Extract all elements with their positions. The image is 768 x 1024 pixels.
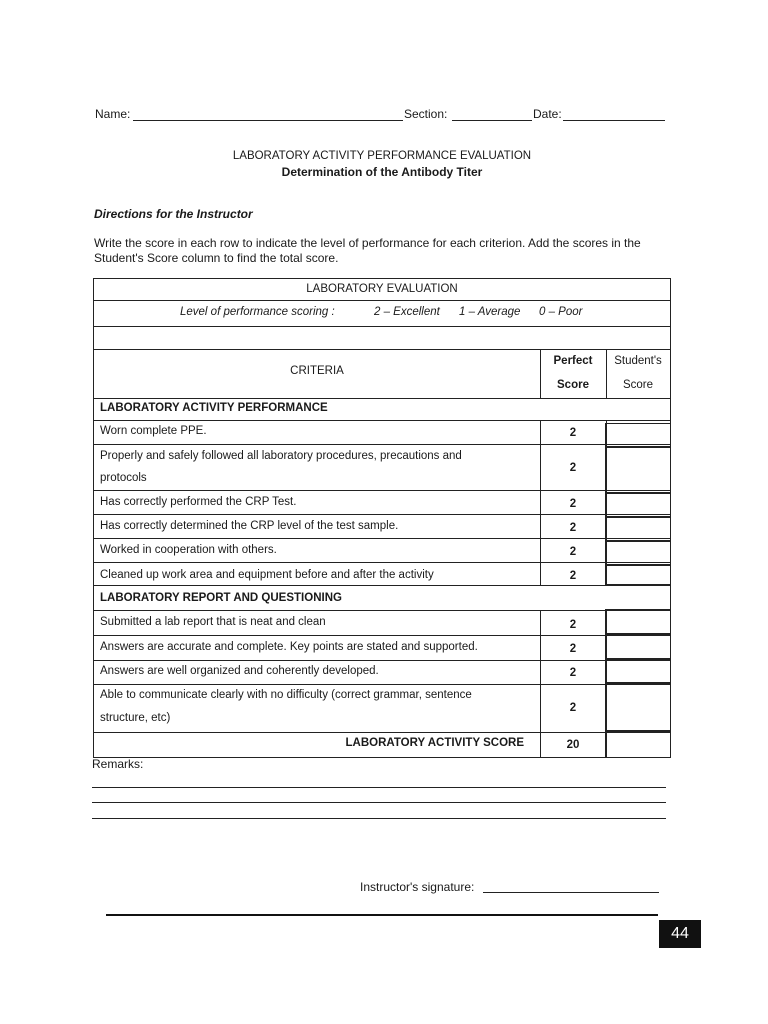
column-header-criteria: CRITERIA bbox=[290, 365, 344, 377]
remarks-line[interactable] bbox=[92, 787, 666, 788]
student-score-input[interactable] bbox=[605, 423, 671, 447]
criterion-text: Answers are well organized and coherently developed. bbox=[100, 665, 379, 677]
criterion-text: Submitted a lab report that is neat and clean bbox=[100, 616, 326, 628]
perfect-score: 2 bbox=[569, 522, 577, 534]
perfect-score: 2 bbox=[569, 498, 577, 510]
criterion-text: Has correctly performed the CRP Test. bbox=[100, 496, 297, 508]
criterion-text: Has correctly determined the CRP level of the test sample. bbox=[100, 520, 399, 532]
student-score-input[interactable] bbox=[605, 493, 671, 517]
directions-heading: Directions for the Instructor bbox=[94, 207, 253, 221]
date-field[interactable] bbox=[563, 120, 665, 121]
perfect-score: 2 bbox=[569, 570, 577, 582]
scale-poor: 0 – Poor bbox=[539, 306, 583, 318]
criterion-text-cont: structure, etc) bbox=[100, 712, 171, 724]
column-header-perfect-1: Perfect bbox=[553, 355, 593, 367]
criterion-text: Cleaned up work area and equipment before and after the activity bbox=[100, 569, 434, 581]
remarks-label: Remarks: bbox=[92, 757, 144, 771]
column-header-perfect-2: Score bbox=[557, 379, 589, 391]
perfect-score: 2 bbox=[569, 619, 577, 631]
student-score-input[interactable] bbox=[605, 683, 671, 731]
total-perfect-score: 20 bbox=[566, 739, 580, 751]
total-score-label: LABORATORY ACTIVITY SCORE bbox=[345, 737, 524, 749]
scale-average: 1 – Average bbox=[459, 306, 521, 318]
criterion-text: Worked in cooperation with others. bbox=[100, 544, 277, 556]
directions-line-2: Student's Score column to find the total score. bbox=[94, 251, 339, 265]
column-header-student-1: Student's bbox=[614, 355, 662, 367]
signature-field[interactable] bbox=[483, 892, 659, 893]
scoring-label: Level of performance scoring : bbox=[180, 306, 335, 318]
student-score-input[interactable] bbox=[605, 541, 671, 565]
table-title: LABORATORY EVALUATION bbox=[306, 283, 458, 295]
perfect-score: 2 bbox=[569, 643, 577, 655]
student-score-input[interactable] bbox=[605, 634, 671, 659]
directions-line-1: Write the score in each row to indicate the level of performance for each criterion. Add the scores in the bbox=[94, 236, 641, 250]
section-heading-performance: LABORATORY ACTIVITY PERFORMANCE bbox=[100, 402, 328, 414]
date-label: Date: bbox=[533, 107, 562, 121]
perfect-score: 2 bbox=[569, 427, 577, 439]
section-field[interactable] bbox=[452, 120, 532, 121]
remarks-line[interactable] bbox=[92, 802, 666, 803]
evaluation-table bbox=[93, 278, 671, 758]
criterion-text: Able to communicate clearly with no difficulty (correct grammar, sentence bbox=[100, 689, 472, 701]
criterion-text: Answers are accurate and complete. Key points are stated and supported. bbox=[100, 641, 478, 653]
perfect-score: 2 bbox=[569, 546, 577, 558]
perfect-score: 2 bbox=[569, 667, 577, 679]
name-field[interactable] bbox=[133, 120, 403, 121]
signature-label: Instructor's signature: bbox=[360, 880, 475, 894]
student-score-input[interactable] bbox=[605, 659, 671, 683]
section-label: Section: bbox=[404, 107, 448, 121]
name-label: Name: bbox=[95, 107, 131, 121]
criterion-text: Properly and safely followed all laboratory procedures, precautions and bbox=[100, 450, 462, 462]
student-score-input[interactable] bbox=[605, 609, 671, 634]
perfect-score: 2 bbox=[569, 702, 577, 714]
student-total-score-input[interactable] bbox=[605, 731, 671, 758]
student-score-input[interactable] bbox=[605, 565, 671, 585]
remarks-line[interactable] bbox=[92, 818, 666, 819]
student-score-input[interactable] bbox=[605, 517, 671, 541]
criterion-text: Worn complete PPE. bbox=[100, 425, 207, 437]
criterion-text-cont: protocols bbox=[100, 472, 147, 484]
document-title: LABORATORY ACTIVITY PERFORMANCE EVALUATION bbox=[232, 150, 532, 162]
student-score-input[interactable] bbox=[605, 447, 671, 493]
column-header-student-2: Score bbox=[622, 379, 654, 391]
scale-excellent: 2 – Excellent bbox=[374, 306, 440, 318]
perfect-score: 2 bbox=[569, 462, 577, 474]
section-heading-report: LABORATORY REPORT AND QUESTIONING bbox=[100, 592, 342, 604]
document-subtitle: Determination of the Antibody Titer bbox=[281, 165, 483, 179]
page-number: 44 bbox=[659, 920, 701, 948]
footer-rule bbox=[106, 914, 658, 916]
